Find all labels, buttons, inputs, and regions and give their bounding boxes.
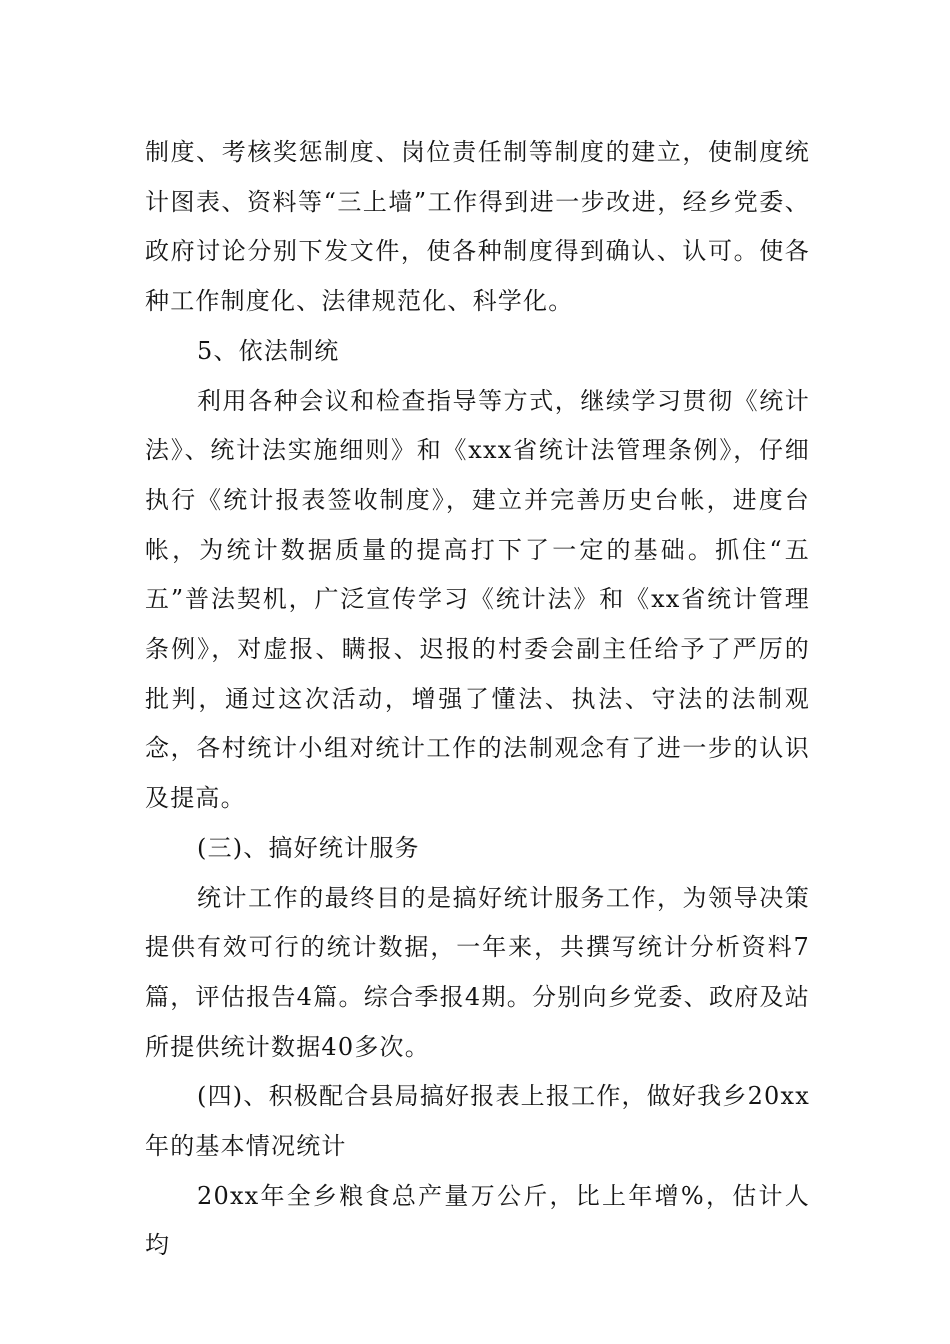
- paragraph-grain-output: 20xx年全乡粮食总产量万公斤，比上年增%，估计人均: [145, 1181, 810, 1260]
- heading-lawful-statistics: 5、依法制统: [197, 336, 340, 365]
- heading-statistical-service: (三)、搞好统计服务: [197, 833, 420, 862]
- heading-report-submission: (四)、积极配合县局搞好报表上报工作，做好我乡20xx年的基本情况统计: [145, 1082, 810, 1161]
- paragraph-statistical-service: 统计工作的最终目的是搞好统计服务工作，为领导决策提供有效可行的统计数据，一年来，共撰写统计分析资料7篇，评估报告4篇。综合季报4期。分别向乡党委、政府及站所提供统计数据40多次。: [145, 883, 810, 1061]
- paragraph-statistics-law: 利用各种会议和检查指导等方式，继续学习贯彻《统计法》、统计法实施细则》和《xxx省统计法管理条例》，仔细执行《统计报表签收制度》，建立并完善历史台帐，进度台帐，为统计数据质量的提高打下了一定的基础。抓住“五五”普法契机，广泛宣传学习《统计法》和《xx省统计管理条例》，对虚报、瞒报、迟报的村委会副主任给予了严厉的批判，通过这次活动，增强了懂法、执法、守法的法制观念，各村统计小组对统计工作的法制观念有了进一步的认识及提高。: [145, 386, 810, 813]
- document-body: [145, 128, 810, 1271]
- paragraph-system-building: 制度、考核奖惩制度、岗位责任制等制度的建立，使制度统计图表、资料等“三上墙”工作得到进一步改进，经乡党委、政府讨论分别下发文件，使各种制度得到确认、认可。使各种工作制度化、法律规范化、科学化。: [145, 138, 810, 316]
